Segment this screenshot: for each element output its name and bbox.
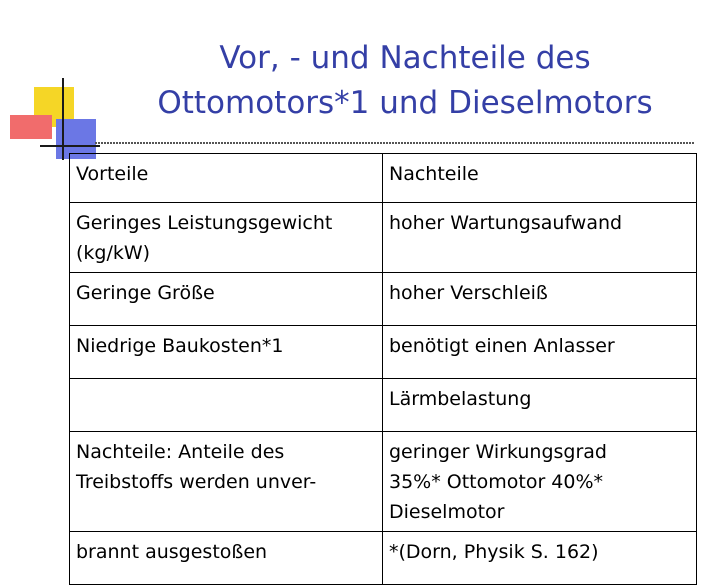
nachteil-cell: geringer Wirkungsgrad 35%* Ottomotor 40%* Dieselmotor [383,432,697,532]
table-row [70,273,697,326]
vorteil-cell: Niedrige Baukosten*1 [70,326,383,379]
vorteil-cell [70,379,383,432]
slide-title [105,36,705,126]
vorteil-cell: Geringe Größe [70,273,383,326]
decor-vertical-line [62,78,64,160]
nachteil-cell: hoher Verschleiß [383,273,697,326]
nachteil-cell: Lärmbelastung [383,379,697,432]
table-row [70,432,697,532]
nachteil-cell: hoher Wartungsaufwand [383,203,697,273]
vorteil-cell: Nachteile: Anteile des Treibstoffs werden unver- [70,432,383,532]
decor-horizontal-line [40,145,100,147]
table-row [70,203,697,273]
table-row [70,379,697,432]
header-nachteile: Nachteile [383,154,697,203]
slide-title-line-1: Vor, - und Nachteile des [219,40,591,76]
table-header-row [70,154,697,203]
vorteil-cell: Geringes Leistungsgewicht (kg/kW) [70,203,383,273]
decor-red-square [10,115,52,139]
pros-cons-table [69,153,697,585]
slide-title-line-2: Ottomotors*1 und Dieselmotors [157,85,653,121]
nachteil-cell: *(Dorn, Physik S. 162) [383,532,697,585]
table-row [70,326,697,379]
vorteil-cell: brannt ausgestoßen [70,532,383,585]
title-underline [95,142,695,144]
header-vorteile: Vorteile [70,154,383,203]
nachteil-cell: benötigt einen Anlasser [383,326,697,379]
table-row [70,532,697,585]
